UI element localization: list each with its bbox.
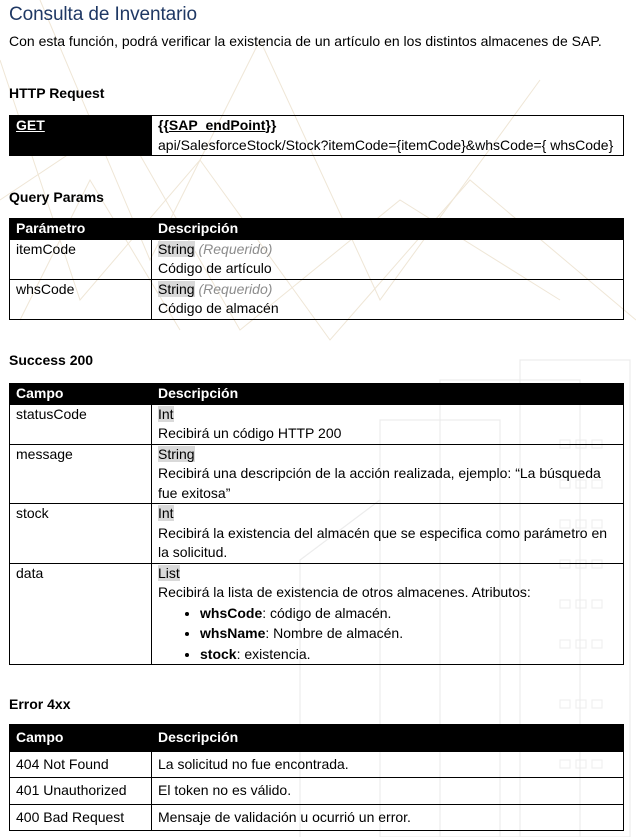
- table-row: [10, 239, 624, 279]
- page-title: Consulta de Inventario: [9, 4, 197, 25]
- field-desc: Recibirá una descripción de la acción realizada, ejemplo: “La búsqueda fue exitosa”: [158, 465, 601, 501]
- param-desc: Código de almacén: [158, 300, 279, 316]
- table-row: [10, 444, 624, 504]
- error-code: 404 Not Found: [10, 751, 152, 778]
- field-type: List: [158, 564, 180, 581]
- table-row: [10, 804, 624, 831]
- field-desc: Recibirá un código HTTP 200: [158, 425, 342, 441]
- field-desc: Recibirá la existencia del almacén que se especifica como parámetro en la solicitud.: [158, 524, 608, 560]
- error-desc: La solicitud no fue encontrada.: [152, 751, 624, 778]
- table-header-row: [10, 219, 624, 240]
- http-request-heading: HTTP Request: [9, 85, 105, 101]
- param-type: String: [158, 280, 195, 297]
- intro-text: Con esta función, podrá verificar la existencia de un artículo en los distintos almacenes de SAP.: [9, 33, 602, 49]
- http-request-table: [9, 115, 624, 156]
- error-desc: Mensaje de validación u ocurrió un error.: [152, 804, 624, 831]
- table-header-row: [10, 384, 624, 405]
- endpoint-cell: [152, 116, 624, 156]
- table-row: [10, 778, 624, 805]
- endpoint-path: api/SalesforceStock/Stock?itemCode={itemCode}&whsCode={ whsCode}: [158, 136, 614, 153]
- field-type: Int: [158, 505, 174, 521]
- error-desc: El token no es válido.: [152, 778, 624, 805]
- field-name: statusCode: [10, 404, 152, 444]
- column-header: Campo: [10, 384, 152, 405]
- query-params-table: [9, 218, 624, 320]
- success-table: [9, 383, 624, 665]
- field-name: stock: [10, 504, 152, 564]
- field-type: Int: [158, 405, 174, 422]
- table-row: [10, 279, 624, 319]
- column-header: Campo: [10, 725, 152, 752]
- param-type: String: [158, 240, 195, 257]
- list-item: • whsCode: código de almacén.: [200, 603, 617, 624]
- field-desc: Recibirá la lista de existencia de otros almacenes. Atributos:: [158, 584, 531, 600]
- field-name: data: [10, 563, 152, 665]
- success-heading: Success 200: [9, 352, 94, 368]
- column-header: Descripción: [152, 384, 624, 405]
- param-name: itemCode: [10, 239, 152, 279]
- list-item: • whsName: Nombre de almacén.: [200, 623, 617, 644]
- attribute-list: [158, 603, 617, 665]
- param-required: (Requerido): [198, 240, 273, 257]
- error-code: 400 Bad Request: [10, 804, 152, 831]
- param-name: whsCode: [10, 279, 152, 319]
- list-item: • stock: existencia.: [200, 644, 617, 665]
- param-required: (Requerido): [198, 280, 273, 297]
- error-table: [9, 724, 624, 831]
- column-header: Descripción: [152, 725, 624, 752]
- param-desc: Código de artículo: [158, 260, 272, 276]
- error-heading: Error 4xx: [9, 696, 71, 712]
- column-header: Descripción: [152, 219, 624, 240]
- table-row: [10, 504, 624, 564]
- field-type: String: [158, 445, 195, 462]
- table-row: [10, 751, 624, 778]
- table-row: [10, 563, 624, 665]
- field-name: message: [10, 444, 152, 504]
- query-params-heading: Query Params: [9, 189, 104, 205]
- table-row: [10, 404, 624, 444]
- error-code: 401 Unauthorized: [10, 778, 152, 805]
- endpoint-variable: {{SAP_endPoint}}: [158, 117, 277, 133]
- table-header-row: [10, 725, 624, 752]
- column-header: Parámetro: [10, 219, 152, 240]
- http-method: GET: [10, 116, 152, 156]
